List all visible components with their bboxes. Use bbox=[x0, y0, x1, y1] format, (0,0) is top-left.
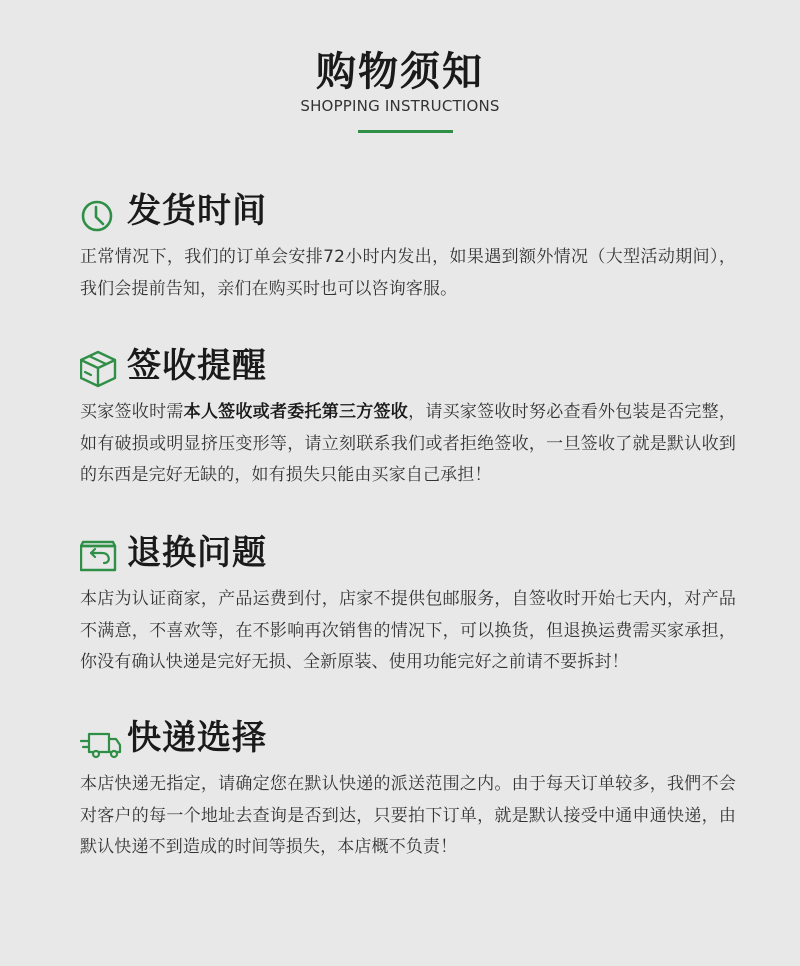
section-header bbox=[80, 187, 736, 235]
page-title: 购物须知 bbox=[316, 49, 484, 95]
section-body-emphasis: 本人签收或者委托第三方签收 bbox=[183, 402, 409, 422]
clock-icon bbox=[80, 193, 120, 233]
section-returns bbox=[80, 529, 736, 679]
section-title: 签收提醒 bbox=[127, 346, 267, 386]
title-divider bbox=[358, 130, 453, 133]
page-subtitle: SHOPPING INSTRUCTIONS bbox=[300, 97, 500, 115]
section-header bbox=[80, 714, 736, 762]
section-body bbox=[80, 397, 736, 492]
return-box-icon bbox=[80, 535, 120, 575]
section-body: 正常情况下，我们的订单会安排72小时内发出，如果遇到额外情况（大型活动期间），我们会提前告知，亲们在购买时也可以咨询客服。 bbox=[80, 247, 736, 299]
section-shipping-time bbox=[80, 187, 736, 305]
package-box-icon bbox=[80, 348, 120, 388]
section-header bbox=[80, 342, 736, 390]
section-title: 发货时间 bbox=[127, 191, 267, 231]
section-body: 本店快递无指定，请确定您在默认快递的派送范围之内。由于每天订单较多，我們不会对客户的每一个地址去查询是否到达，只要拍下订单，就是默认接受中通申通快递，由默认快递不到造成的时间等损失，本店概不负责！ bbox=[80, 774, 736, 857]
section-courier-choice bbox=[80, 714, 736, 864]
section-body-text: ，请买家签收时努必查看外包装是否完整，如有破损或明显挤压变形等，请立刻联系我们或者拒绝签收，一旦签收了就是默认收到的东西是完好无缺的，如有损失只能由买家自己承担！ bbox=[80, 402, 737, 485]
section-title: 退换问题 bbox=[127, 533, 267, 573]
delivery-truck-icon bbox=[80, 720, 122, 760]
section-header bbox=[80, 529, 736, 577]
section-title: 快递选择 bbox=[127, 718, 267, 758]
section-body-text: 买家签收时需 bbox=[80, 402, 184, 422]
section-body: 本店为认证商家，产品运费到付，店家不提供包邮服务，自签收时开始七天内，对产品不满意，不喜欢等，在不影响再次销售的情况下，可以换货，但退换运费需买家承担，你没有确认快递是完好无损、全新原装、使用功能完好之前请不要拆封！ bbox=[80, 589, 736, 672]
section-signing-reminder bbox=[80, 342, 736, 492]
